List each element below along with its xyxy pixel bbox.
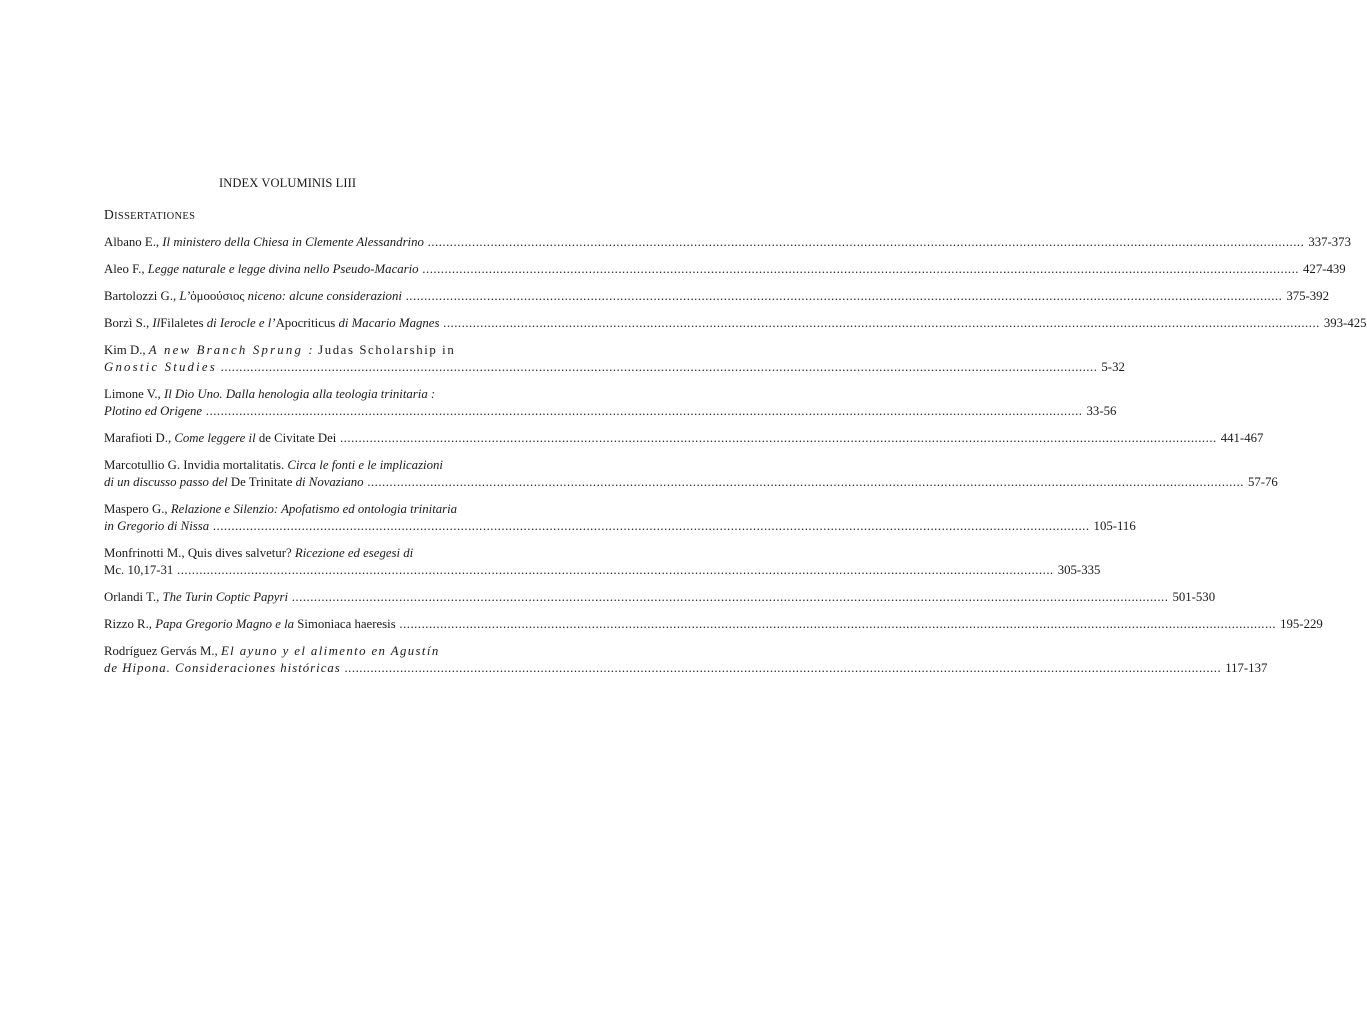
entry-work-title: Quis dives salvetur?	[187, 546, 292, 560]
entry-title-part: Gnostic Studies	[104, 360, 217, 374]
entry-author: Aleo F.,	[104, 262, 145, 276]
list-item	[104, 545, 1101, 579]
entry-pages: 195-229	[1280, 617, 1323, 631]
entry-title: Legge naturale e legge divina nello Pseudo-Macario	[147, 262, 419, 276]
entry-author: Albano E.,	[104, 235, 160, 249]
entry-pages: 375-392	[1286, 289, 1329, 303]
entry-title-part: L’	[179, 289, 191, 303]
entry-work-title: Invidia mortalitatis.	[183, 458, 285, 472]
entry-pages: 117-137	[1225, 661, 1268, 675]
entry-pages: 33-56	[1086, 404, 1117, 418]
entry-work-title: Apocriticus	[275, 316, 336, 330]
entry-pages: 105-116	[1093, 519, 1136, 533]
entry-title-part: Circa le fonti e le implicazioni	[287, 458, 443, 472]
entry-title-part: di Novaziano	[295, 475, 364, 489]
entry-title-part: Plotino ed Origene	[104, 404, 203, 418]
list-item	[104, 589, 1216, 606]
entry-title-part: di Macario Magnes	[338, 316, 440, 330]
entry-title-part: El ayuno y el alimento en Agustín	[220, 644, 440, 658]
entry-work-title: de Civitate Dei	[258, 431, 337, 445]
list-item	[104, 261, 1346, 278]
entry-author: Maspero G.,	[104, 502, 168, 516]
list-item	[104, 501, 1136, 535]
entry-work-title: Mc. 10,17-31	[104, 563, 174, 577]
list-item	[104, 430, 1264, 447]
section-initial: D	[104, 207, 115, 222]
entry-title-part: A new Branch Sprung :	[148, 343, 315, 357]
entries-list	[104, 234, 1367, 687]
page-title: INDEX VOLUMINIS LIII	[219, 176, 357, 190]
entry-work-title: Filaletes	[160, 316, 204, 330]
entry-title-part: Papa Gregorio Magno e la	[155, 617, 295, 631]
entry-author: Bartolozzi G.,	[104, 289, 177, 303]
entry-author: Orlandi T.,	[104, 590, 160, 604]
entry-author: Borzì S.,	[104, 316, 150, 330]
entry-work-title: Simoniaca haeresis	[297, 617, 396, 631]
entry-work-title: Judas Scholarship in	[318, 343, 456, 357]
entry-greek-term: ὁμοούσιος	[190, 289, 245, 303]
list-item	[104, 315, 1367, 332]
entry-title: The Turin Coptic Papyri	[162, 590, 289, 604]
entry-title: Il ministero della Chiesa in Clemente Alessandrino	[162, 235, 424, 249]
list-item	[104, 386, 1117, 420]
entry-pages: 57-76	[1247, 475, 1278, 489]
entry-title-part: Come leggere il	[174, 431, 256, 445]
entry-pages: 337-373	[1308, 235, 1351, 249]
entry-title-part: niceno: alcune considerazioni	[247, 289, 402, 303]
entry-title-part: de Hipona. Consideraciones históricas	[104, 661, 341, 675]
entry-author: Monfrinotti M.,	[104, 546, 185, 560]
entry-title-part: di un discusso passo del	[104, 475, 228, 489]
entry-pages: 305-335	[1057, 563, 1101, 577]
entry-title-part: Il	[152, 316, 161, 330]
entry-pages: 5-32	[1101, 360, 1125, 374]
entry-author: Rizzo R.,	[104, 617, 152, 631]
section-rest: ISSERTATIONES	[114, 211, 196, 222]
entry-pages: 441-467	[1220, 431, 1264, 445]
list-item	[104, 643, 1268, 677]
entry-title-part: Relazione e Silenzio: Apofatismo ed ontologia trinitaria	[170, 502, 458, 516]
entry-pages: 393-425	[1323, 316, 1367, 330]
entry-title-part: Ricezione ed esegesi di	[294, 546, 414, 560]
list-item	[104, 234, 1351, 251]
entry-title-part: in Gregorio di Nissa	[104, 519, 210, 533]
entry-pages: 427-439	[1303, 262, 1346, 276]
entry-author: Marafioti D.,	[104, 431, 172, 445]
entry-title-part: di Ierocle e l’	[206, 316, 276, 330]
list-item	[104, 288, 1329, 305]
list-item	[104, 342, 1125, 376]
entry-pages: 501-530	[1172, 590, 1216, 604]
entry-author: Rodríguez Gervás M.,	[104, 644, 218, 658]
entry-title-part: Il Dio Uno. Dalla henologia alla teologia trinitaria :	[163, 387, 436, 401]
entry-work-title: De Trinitate	[230, 475, 293, 489]
entry-author: Marcotullio G.	[104, 458, 181, 472]
entry-author: Kim D.,	[104, 343, 146, 357]
entry-author: Limone V.,	[104, 387, 161, 401]
list-item	[104, 457, 1278, 491]
section-heading	[104, 207, 195, 223]
list-item	[104, 616, 1323, 633]
